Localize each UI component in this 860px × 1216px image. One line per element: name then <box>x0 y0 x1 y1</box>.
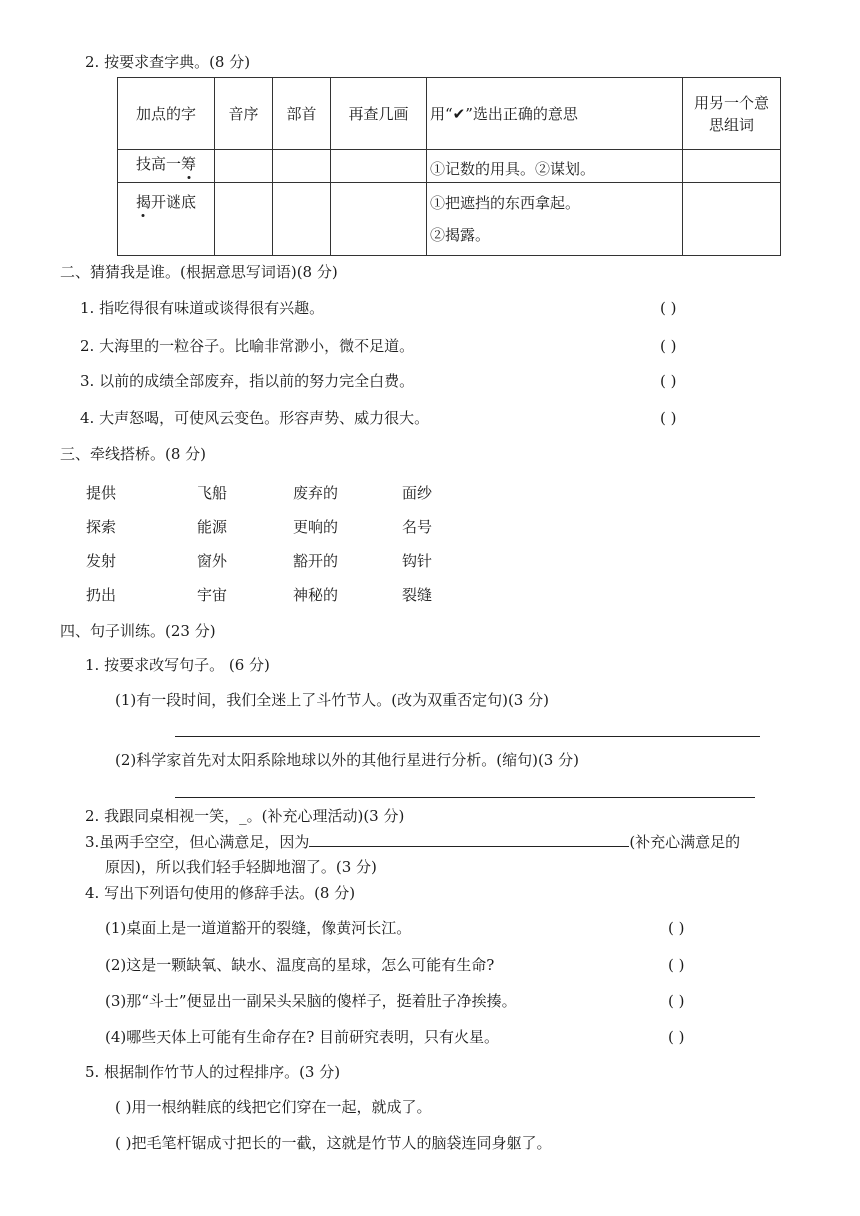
header-cell-meaning: 用“✔”选出正确的意思 <box>427 78 683 150</box>
rhetoric-answer-1[interactable]: ( ) <box>668 919 685 937</box>
row2-meaning-cell <box>427 183 683 256</box>
rewrite-item-2: (2)科学家首先对太阳系除地球以外的其他行星进行分析。(缩句)(3 分) <box>115 751 579 769</box>
match-word-c2-r3[interactable]: 窗外 <box>197 552 228 570</box>
rewrite-answer-line-2[interactable] <box>175 797 755 798</box>
section-3-title: 三、牵线搭桥。(8 分) <box>60 445 207 463</box>
ordering-item-1[interactable]: ( )用一根纳鞋底的线把它们穿在一起，就成了。 <box>115 1098 432 1116</box>
match-word-c4-r3[interactable]: 钩针 <box>402 552 433 570</box>
rewrite-title: 1. 按要求改写句子。 (6 分) <box>85 656 270 674</box>
match-word-c2-r1[interactable]: 飞船 <box>197 484 228 502</box>
section-2-title: 二、猜猜我是谁。(根据意思写词语)(8 分) <box>60 263 338 281</box>
row2-meaning-1[interactable]: ①把遮挡的东西拿起。 <box>430 194 581 212</box>
match-word-c3-r4[interactable]: 神秘的 <box>293 586 339 604</box>
match-word-c1-r2[interactable]: 探索 <box>86 518 117 536</box>
reason-question-pre: 3.虽两手空空，但心满意足，因为 <box>85 833 310 851</box>
guess-item-2: 2. 大海里的一粒谷子。比喻非常渺小，微不足道。 <box>80 337 415 355</box>
rhetoric-item-1: (1)桌面上是一道道豁开的裂缝，像黄河长江。 <box>105 919 412 937</box>
section-4-title: 四、句子训练。(23 分) <box>60 622 216 640</box>
table-header-row <box>118 78 781 150</box>
match-word-c4-r2[interactable]: 名号 <box>402 518 433 536</box>
rewrite-item-1: (1)有一段时间，我们全迷上了斗竹节人。(改为双重否定句)(3 分) <box>115 691 549 709</box>
ordering-item-2[interactable]: ( )把毛笔杆锯成寸把长的一截，这就是竹节人的脑袋连同身躯了。 <box>115 1134 552 1152</box>
question-2-title: 2. 按要求查字典。(8 分) <box>85 53 251 71</box>
row1-meaning-cell <box>427 150 683 183</box>
rhetoric-item-2: (2)这是一颗缺氧、缺水、温度高的星球，怎么可能有生命? <box>105 956 495 974</box>
match-word-c3-r2[interactable]: 更响的 <box>293 518 339 536</box>
header-cell-radical: 部首 <box>273 78 331 150</box>
guess-answer-2[interactable]: ( ) <box>660 337 677 355</box>
row2-radical-blank[interactable] <box>273 183 331 256</box>
row2-strokes-blank[interactable] <box>331 183 427 256</box>
match-word-c2-r2[interactable]: 能源 <box>197 518 228 536</box>
row1-radical-blank[interactable] <box>273 150 331 183</box>
header-cell-strokes: 再查几画 <box>331 78 427 150</box>
match-word-c2-r4[interactable]: 宇宙 <box>197 586 228 604</box>
table-row <box>118 150 781 183</box>
rhetoric-item-4: (4)哪些天体上可能有生命存在? 目前研究表明，只有火星。 <box>105 1028 500 1046</box>
row1-phrase-cell <box>118 150 215 183</box>
match-word-c3-r1[interactable]: 废弃的 <box>293 484 339 502</box>
row1-dotted-char: 筹 <box>181 155 197 173</box>
row2-pinyin-blank[interactable] <box>215 183 273 256</box>
rhetoric-answer-2[interactable]: ( ) <box>668 956 685 974</box>
header-new-word-line2: 思组词 <box>708 115 754 134</box>
header-cell-pinyin-order: 音序 <box>215 78 273 150</box>
match-word-c4-r4[interactable]: 裂缝 <box>402 586 433 604</box>
row2-dotted-char: 揭 <box>135 193 151 211</box>
guess-answer-1[interactable]: ( ) <box>660 299 677 317</box>
row1-pinyin-blank[interactable] <box>215 150 273 183</box>
reason-question <box>85 832 740 852</box>
header-cell-char: 加点的字 <box>118 78 215 150</box>
psych-activity-question <box>85 806 404 826</box>
psych-activity-post: (补充心理活动)(3 分) <box>261 807 405 825</box>
rhetoric-title: 4. 写出下列语句使用的修辞手法。(8 分) <box>85 884 356 902</box>
row2-new-word-blank[interactable] <box>683 183 781 256</box>
ordering-title: 5. 根据制作竹节人的过程排序。(3 分) <box>85 1063 341 1081</box>
match-word-c1-r4[interactable]: 扔出 <box>86 586 117 604</box>
row1-phrase-pre: 技高一 <box>135 155 181 173</box>
match-word-c4-r1[interactable]: 面纱 <box>402 484 433 502</box>
header-cell-new-word <box>683 78 781 150</box>
row1-meaning-text[interactable]: ①记数的用具。②谋划。 <box>430 160 596 178</box>
row1-strokes-blank[interactable] <box>331 150 427 183</box>
rhetoric-answer-4[interactable]: ( ) <box>668 1028 685 1046</box>
row2-phrase-post: 开谜底 <box>151 193 197 211</box>
dictionary-table <box>117 77 781 256</box>
reason-answer-blank[interactable] <box>309 832 629 847</box>
guess-item-3: 3. 以前的成绩全部废弃，指以前的努力完全白费。 <box>80 372 415 390</box>
guess-answer-3[interactable]: ( ) <box>660 372 677 390</box>
match-word-c1-r3[interactable]: 发射 <box>86 552 117 570</box>
guess-item-4: 4. 大声怒喝，可使风云变色。形容声势、威力很大。 <box>80 409 430 427</box>
rhetoric-item-3: (3)那“斗士”便显出一副呆头呆脑的傻样子，挺着肚子净挨揍。 <box>105 992 517 1010</box>
match-word-c3-r3[interactable]: 豁开的 <box>293 552 339 570</box>
match-word-c1-r1[interactable]: 提供 <box>86 484 117 502</box>
guess-item-1: 1. 指吃得很有味道或谈得很有兴趣。 <box>80 299 325 317</box>
reason-question-post: (补充心满意足的 <box>629 833 741 851</box>
psych-activity-blank[interactable]: _。 <box>239 807 262 825</box>
guess-answer-4[interactable]: ( ) <box>660 409 677 427</box>
row2-meaning-2[interactable]: ②揭露。 <box>430 226 491 244</box>
reason-question-line-2: 原因)，所以我们轻手轻脚地溜了。(3 分) <box>105 858 377 876</box>
psych-activity-pre: 2. 我跟同桌相视一笑， <box>85 807 240 825</box>
header-new-word-line1: 用另一个意 <box>693 93 769 112</box>
row1-new-word-blank[interactable] <box>683 150 781 183</box>
table-row <box>118 183 781 256</box>
rewrite-answer-line-1[interactable] <box>175 736 760 737</box>
row2-phrase-cell <box>118 183 215 256</box>
rhetoric-answer-3[interactable]: ( ) <box>668 992 685 1010</box>
